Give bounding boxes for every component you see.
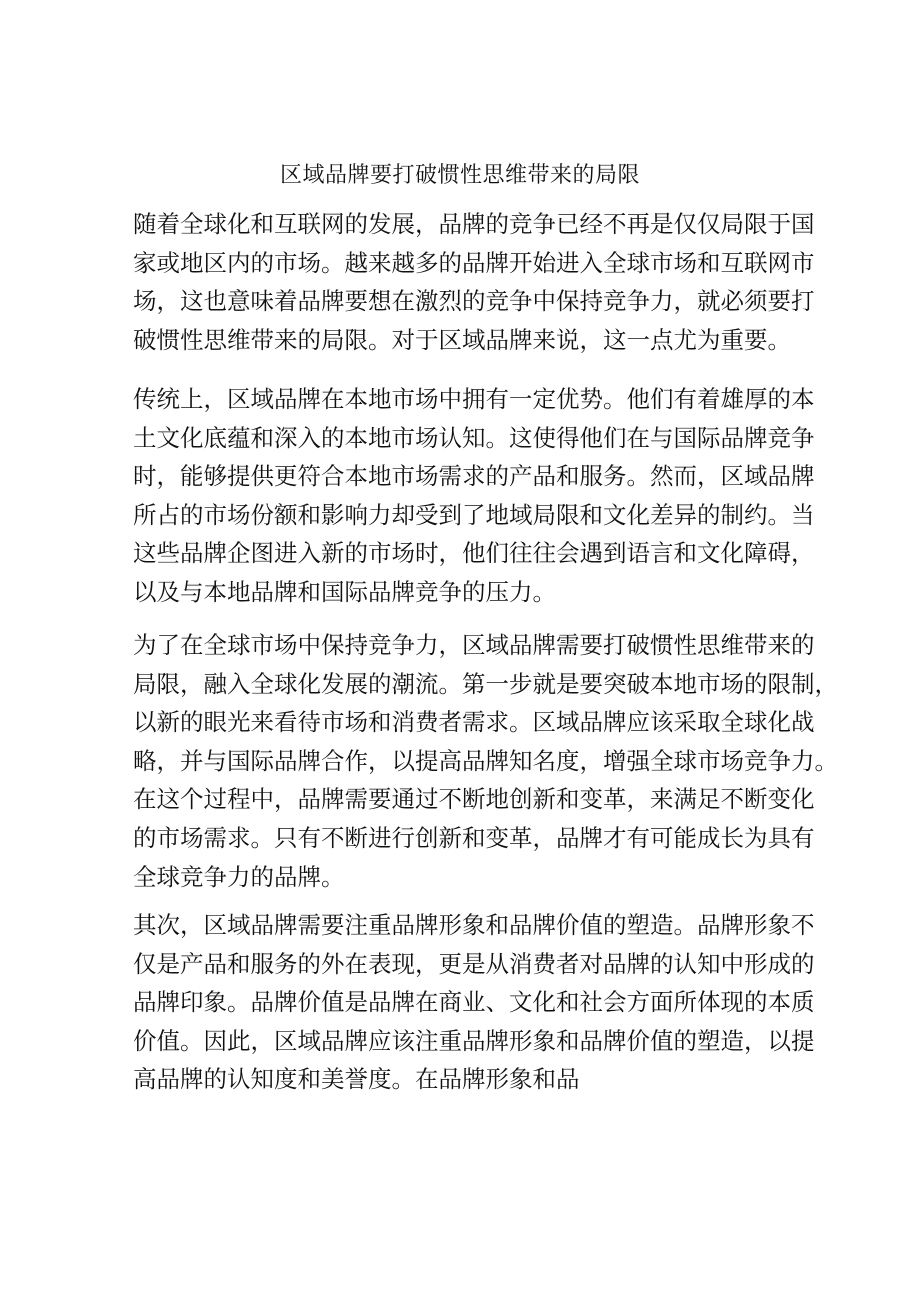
text-line: 仅是产品和服务的外在表现，更是从消费者对品牌的认知中形成的 bbox=[133, 949, 815, 978]
text-line: 场，这也意味着品牌要想在激烈的竞争中保持竞争力，就必须要打 bbox=[133, 287, 815, 316]
paragraph-1 bbox=[133, 205, 813, 359]
text-line: 略，并与国际品牌合作，以提高品牌知名度，增强全球市场竞争力。 bbox=[133, 746, 838, 775]
paragraph-2 bbox=[133, 380, 813, 612]
text-line: 传统上，区域品牌在本地市场中拥有一定优势。他们有着雄厚的本 bbox=[133, 385, 815, 413]
text-line: 的市场需求。只有不断进行创新和变革，品牌才有可能成长为具有 bbox=[133, 823, 815, 852]
text-line: 局限，融入全球化发展的潮流。第一步就是要突破本地市场的限制， bbox=[133, 669, 838, 698]
text-line: 高品牌的认知度和美誉度。在品牌形象和品 bbox=[133, 1065, 580, 1094]
text-line: 家或地区内的市场。越来越多的品牌开始进入全球市场和互联网市 bbox=[133, 248, 815, 277]
text-line: 土文化底蕴和深入的本地市场认知。这使得他们在与国际品牌竞争 bbox=[133, 423, 815, 452]
text-line: 以及与本地品牌和国际品牌竞争的压力。 bbox=[133, 577, 556, 606]
text-line: 其次，区域品牌需要注重品牌形象和品牌价值的塑造。品牌形象不 bbox=[133, 911, 815, 939]
paragraph-3 bbox=[133, 626, 838, 896]
text-line: 为了在全球市场中保持竞争力，区域品牌需要打破惯性思维带来的 bbox=[133, 631, 815, 659]
text-line: 全球竞争力的品牌。 bbox=[133, 862, 345, 891]
text-line: 以新的眼光来看待市场和消费者需求。区域品牌应该采取全球化战 bbox=[133, 708, 815, 737]
text-line: 时，能够提供更符合本地市场需求的产品和服务。然而，区域品牌 bbox=[133, 462, 815, 491]
document-title: 区域品牌要打破惯性思维带来的局限 bbox=[279, 163, 640, 188]
text-line: 品牌印象。品牌价值是品牌在商业、文化和社会方面所体现的本质 bbox=[133, 988, 815, 1017]
text-line: 随着全球化和互联网的发展，品牌的竞争已经不再是仅仅局限于国 bbox=[133, 210, 815, 238]
text-line: 这些品牌企图进入新的市场时，他们往往会遇到语言和文化障碍， bbox=[133, 539, 815, 568]
text-line: 价值。因此，区域品牌应该注重品牌形象和品牌价值的塑造，以提 bbox=[133, 1026, 815, 1055]
paragraph-4 bbox=[133, 906, 813, 1099]
text-line: 所占的市场份额和影响力却受到了地域局限和文化差异的制约。当 bbox=[133, 500, 815, 529]
text-line: 破惯性思维带来的局限。对于区域品牌来说，这一点尤为重要。 bbox=[133, 325, 791, 354]
text-line: 在这个过程中，品牌需要通过不断地创新和变革，来满足不断变化 bbox=[133, 785, 815, 814]
